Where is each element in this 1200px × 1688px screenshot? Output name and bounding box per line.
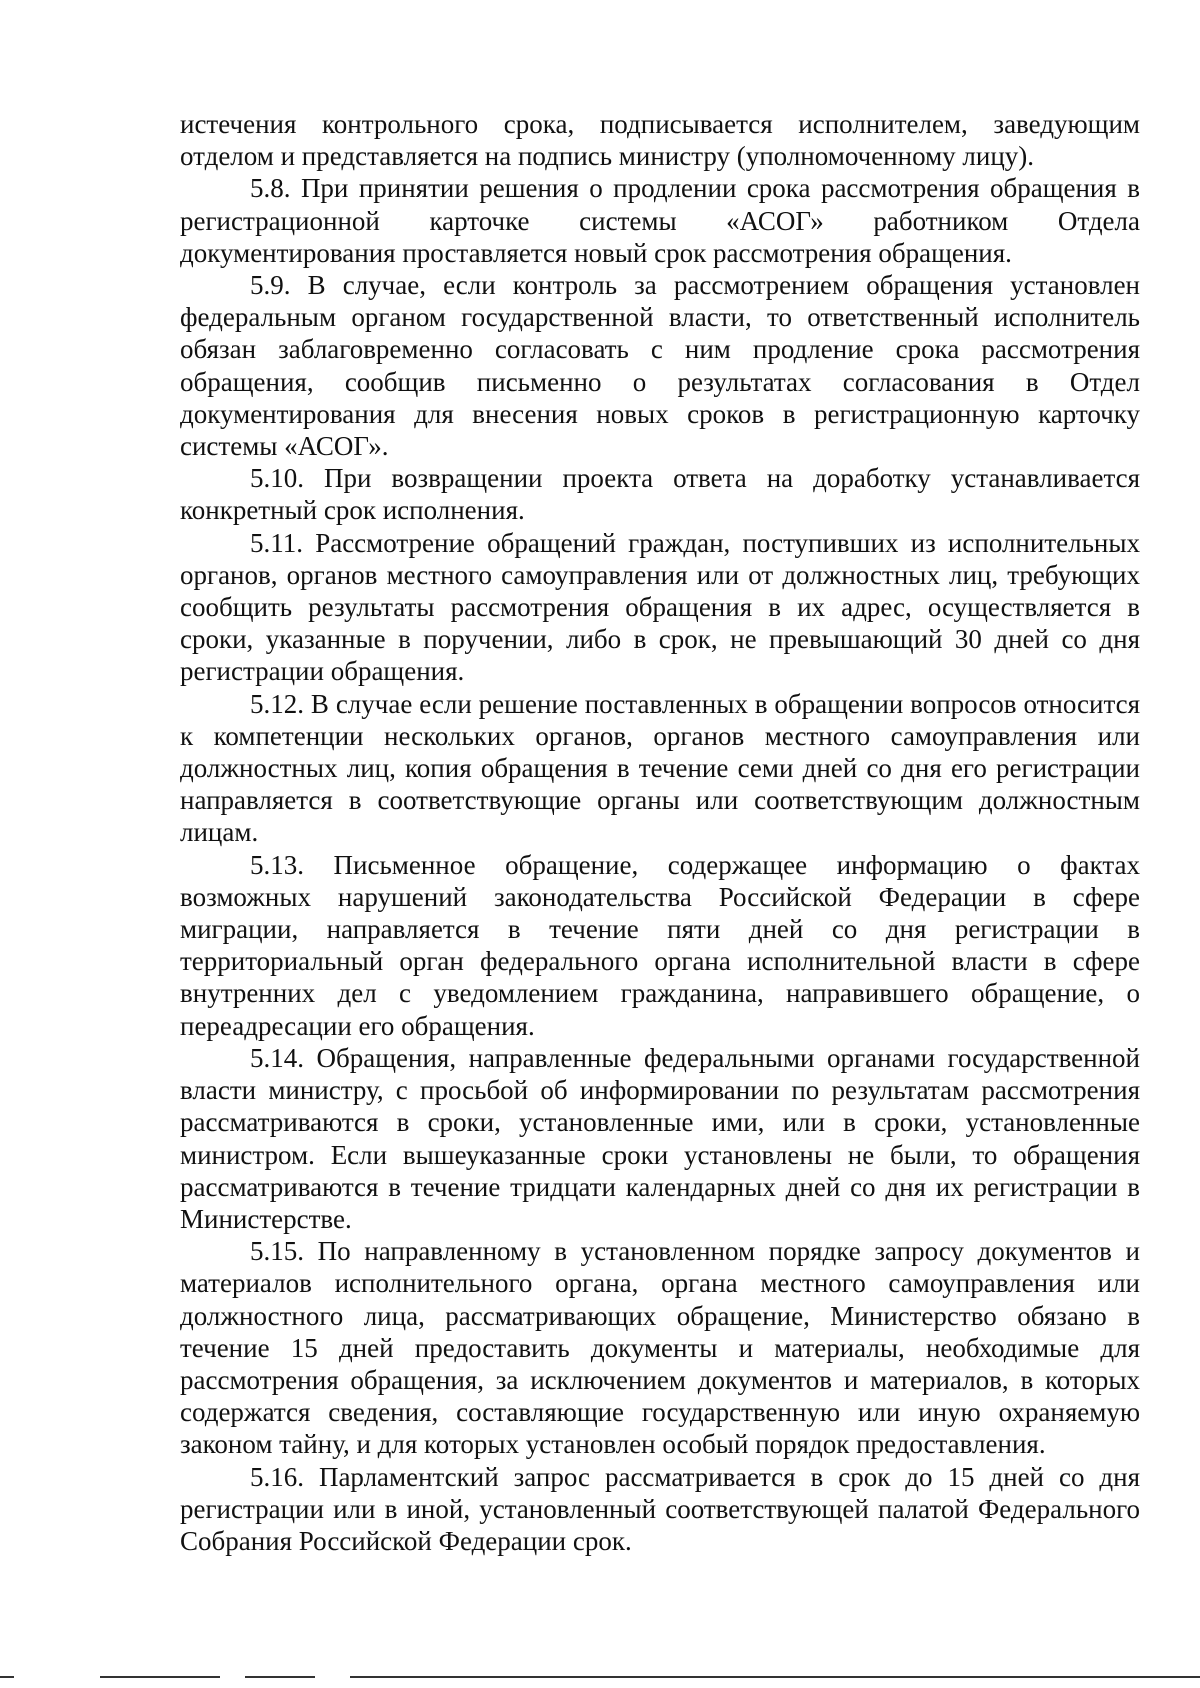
scan-edge-segment xyxy=(100,1676,220,1678)
paragraph-5-13: 5.13. Письменное обращение, содержащее информацию о фактах возможных нарушений законодательства Российской Федерации в сфере миграции, направляется в течение пяти дней со дня регистрации в территориальный орган федерального органа исполнительной власти в сфере внутренних дел с уведомлением гражданина, направившего обращение, о переадресации его обращения. xyxy=(180,849,1140,1041)
scan-edge-segment xyxy=(245,1676,315,1678)
paragraph-5-14: 5.14. Обращения, направленные федеральными органами государственной власти министру, с просьбой об информировании по результатам рассмотрения рассматриваются в сроки, установленные ими, или в сроки, установленные министром. Если вышеуказанные сроки установлены не были, то обращения рассматриваются в течение тридцати календарных дней со дня их регистрации в Министерстве. xyxy=(180,1042,1140,1234)
paragraph-5-16: 5.16. Парламентский запрос рассматривается в срок до 15 дней со дня регистрации или в иной, установленный соответствующей палатой Федерального Собрания Российской Федерации срок. xyxy=(180,1461,1140,1556)
scan-edge-segment xyxy=(0,1676,14,1678)
paragraph-5-15: 5.15. По направленному в установленном порядке запросу документов и материалов исполнительного органа, органа местного самоуправления или должностного лица, рассматривающих обращение, Министерство обязано в течение 15 дней предоставить документы и материалы, необходимые для рассмотрения обращения, за исключением документов и материалов, в которых содержатся сведения, составляющие государственную или иную охраняемую законом тайну, и для которых установлен особый порядок предоставления. xyxy=(180,1236,1140,1460)
paragraph-5-9: 5.9. В случае, если контроль за рассмотрением обращения установлен федеральным органом государственной власти, то ответственный исполнитель обязан заблаговременно согласовать с ним продление срока рассмотрения обращения, сообщив письменно о результатах согласования в Отдел документирования для внесения новых сроков в регистрационную карточку системы «АСОГ». xyxy=(180,270,1140,462)
paragraph-5-11: 5.11. Рассмотрение обращений граждан, поступивших из исполнительных органов, органов местного самоуправления или от должностных лиц, требующих сообщить результаты рассмотрения обращения в их адрес, осуществляется в сроки, указанные в поручении, либо в срок, не превышающий 30 дней со дня регистрации обращения. xyxy=(180,527,1140,687)
document-body xyxy=(180,108,1140,1557)
paragraph-5-10: 5.10. При возвращении проекта ответа на доработку устанавливается конкретный срок исполнения. xyxy=(180,463,1140,526)
paragraph-5-8: 5.8. При принятии решения о продлении срока рассмотрения обращения в регистрационной карточке системы «АСОГ» работником Отдела документирования проставляется новый срок рассмотрения обращения. xyxy=(180,173,1140,268)
scan-edge-segment xyxy=(350,1676,1200,1678)
paragraph-continuation: истечения контрольного срока, подписывается исполнителем, заведующим отделом и представляется на подпись министру (уполномоченному лицу). xyxy=(180,109,1140,172)
scan-edge-line xyxy=(0,1676,1200,1679)
paragraph-5-12: 5.12. В случае если решение поставленных в обращении вопросов относится к компетенции нескольких органов, органов местного самоуправления или должностных лиц, копия обращения в течение семи дней со дня его регистрации направляется в соответствующие органы или соответствующим должностным лицам. xyxy=(180,688,1140,848)
